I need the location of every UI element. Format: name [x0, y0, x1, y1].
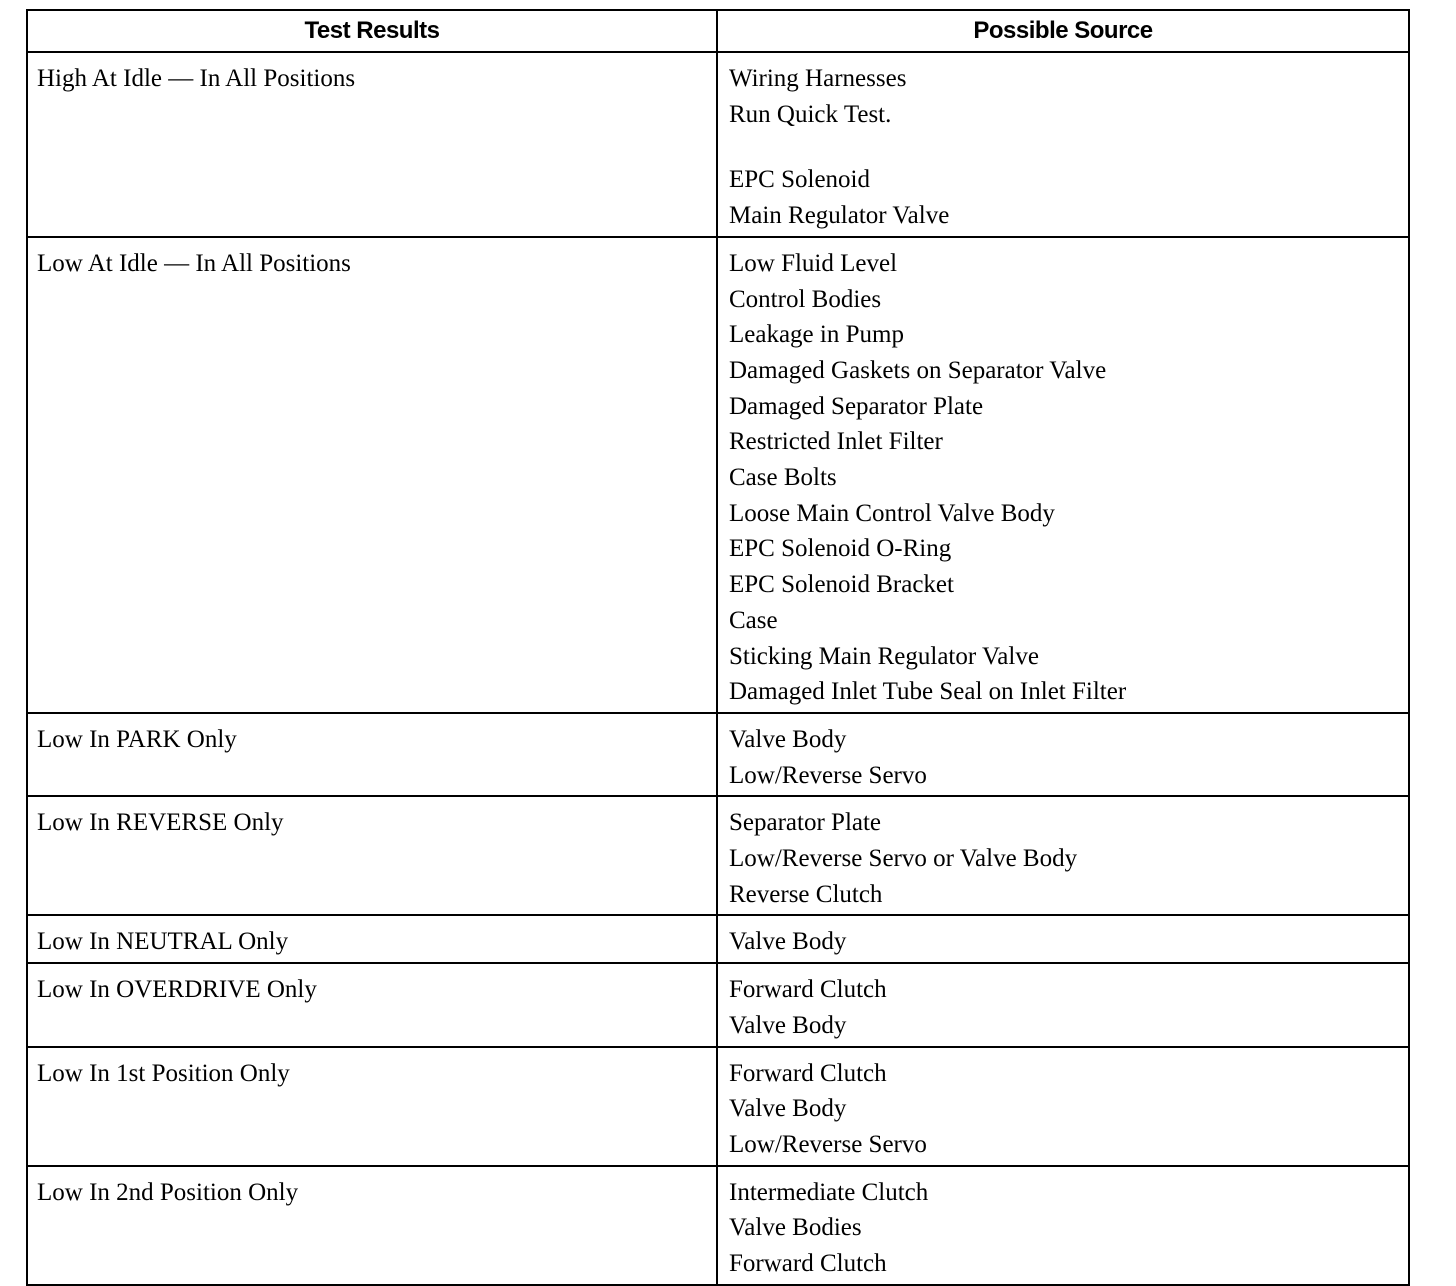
source-item: Separator Plate: [729, 809, 882, 837]
test-result-cell: Low At Idle — In All Positions: [28, 238, 718, 712]
source-item: Case Bolts: [729, 464, 837, 492]
possible-source-cell: [718, 916, 1408, 962]
source-item: Reverse Clutch: [729, 880, 883, 908]
source-item: Run Quick Test.: [729, 100, 892, 128]
header-possible-source: Possible Source: [973, 17, 1153, 44]
possible-source-cell: [718, 1167, 1408, 1284]
source-item: Valve Body: [729, 725, 847, 753]
table-row-0: [28, 53, 1408, 238]
possible-source-cell: [718, 238, 1408, 712]
source-item: Control Bodies: [729, 285, 882, 313]
table-row-4: [28, 916, 1408, 964]
possible-source-cell: [718, 797, 1408, 914]
test-result-cell: Low In OVERDRIVE Only: [28, 964, 718, 1045]
test-result-cell: Low In REVERSE Only: [28, 797, 718, 914]
table-row-2: [28, 714, 1408, 797]
source-item: Valve Body: [729, 928, 847, 956]
source-item: Valve Body: [729, 1095, 847, 1123]
source-item: Leakage in Pump: [729, 321, 904, 349]
source-item: Wiring Harnesses: [729, 65, 907, 92]
source-item: Sticking Main Regulator Valve: [729, 642, 1039, 670]
source-item: Valve Bodies: [729, 1214, 862, 1242]
test-result-cell: Low In 2nd Position Only: [28, 1167, 718, 1284]
header-test-results: Test Results: [28, 11, 718, 51]
table-row-3: [28, 797, 1408, 916]
table-row-6: [28, 1048, 1408, 1167]
test-result-cell: Low In NEUTRAL Only: [28, 916, 718, 962]
source-item: Loose Main Control Valve Body: [729, 499, 1055, 527]
source-item: Forward Clutch: [729, 1059, 887, 1087]
table-body: [28, 53, 1408, 1284]
table-row-5: [28, 964, 1408, 1047]
table-row-7: [28, 1167, 1408, 1284]
source-item: EPC Solenoid: [729, 166, 870, 194]
source-item: Restricted Inlet Filter: [729, 428, 943, 456]
source-item: Damaged Separator Plate: [729, 392, 984, 420]
possible-source-cell: [718, 1048, 1408, 1165]
source-item: Damaged Inlet Tube Seal on Inlet Filter: [729, 678, 1127, 706]
test-result-cell: Low In 1st Position Only: [28, 1048, 718, 1165]
source-item: Low/Reverse Servo: [729, 1130, 927, 1158]
source-item: Low Fluid Level: [729, 249, 898, 277]
table-header-row: [28, 11, 1408, 53]
possible-source-cell: [718, 964, 1408, 1045]
source-item: Main Regulator Valve: [729, 202, 950, 230]
test-result-cell: High At Idle — In All Positions: [28, 53, 718, 236]
source-item: Damaged Gaskets on Separator Valve: [729, 356, 1107, 384]
source-item: Low/Reverse Servo or Valve Body: [729, 845, 1078, 873]
possible-source-cell: [718, 53, 1408, 236]
test-result-cell: Low In PARK Only: [28, 714, 718, 795]
possible-source-cell: [718, 714, 1408, 795]
source-item: Forward Clutch: [729, 1250, 887, 1278]
source-item: EPC Solenoid O-Ring: [729, 535, 952, 563]
source-item: Forward Clutch: [729, 976, 887, 1004]
source-item: Case: [729, 606, 778, 634]
table-row-1: [28, 238, 1408, 714]
source-item: Low/Reverse Servo: [729, 761, 927, 789]
source-spacer: [729, 132, 1408, 162]
source-item: Valve Body: [729, 1011, 847, 1039]
source-item: Intermediate Clutch: [729, 1178, 929, 1206]
source-item: EPC Solenoid Bracket: [729, 571, 954, 599]
diagnosis-table: [26, 9, 1410, 1286]
